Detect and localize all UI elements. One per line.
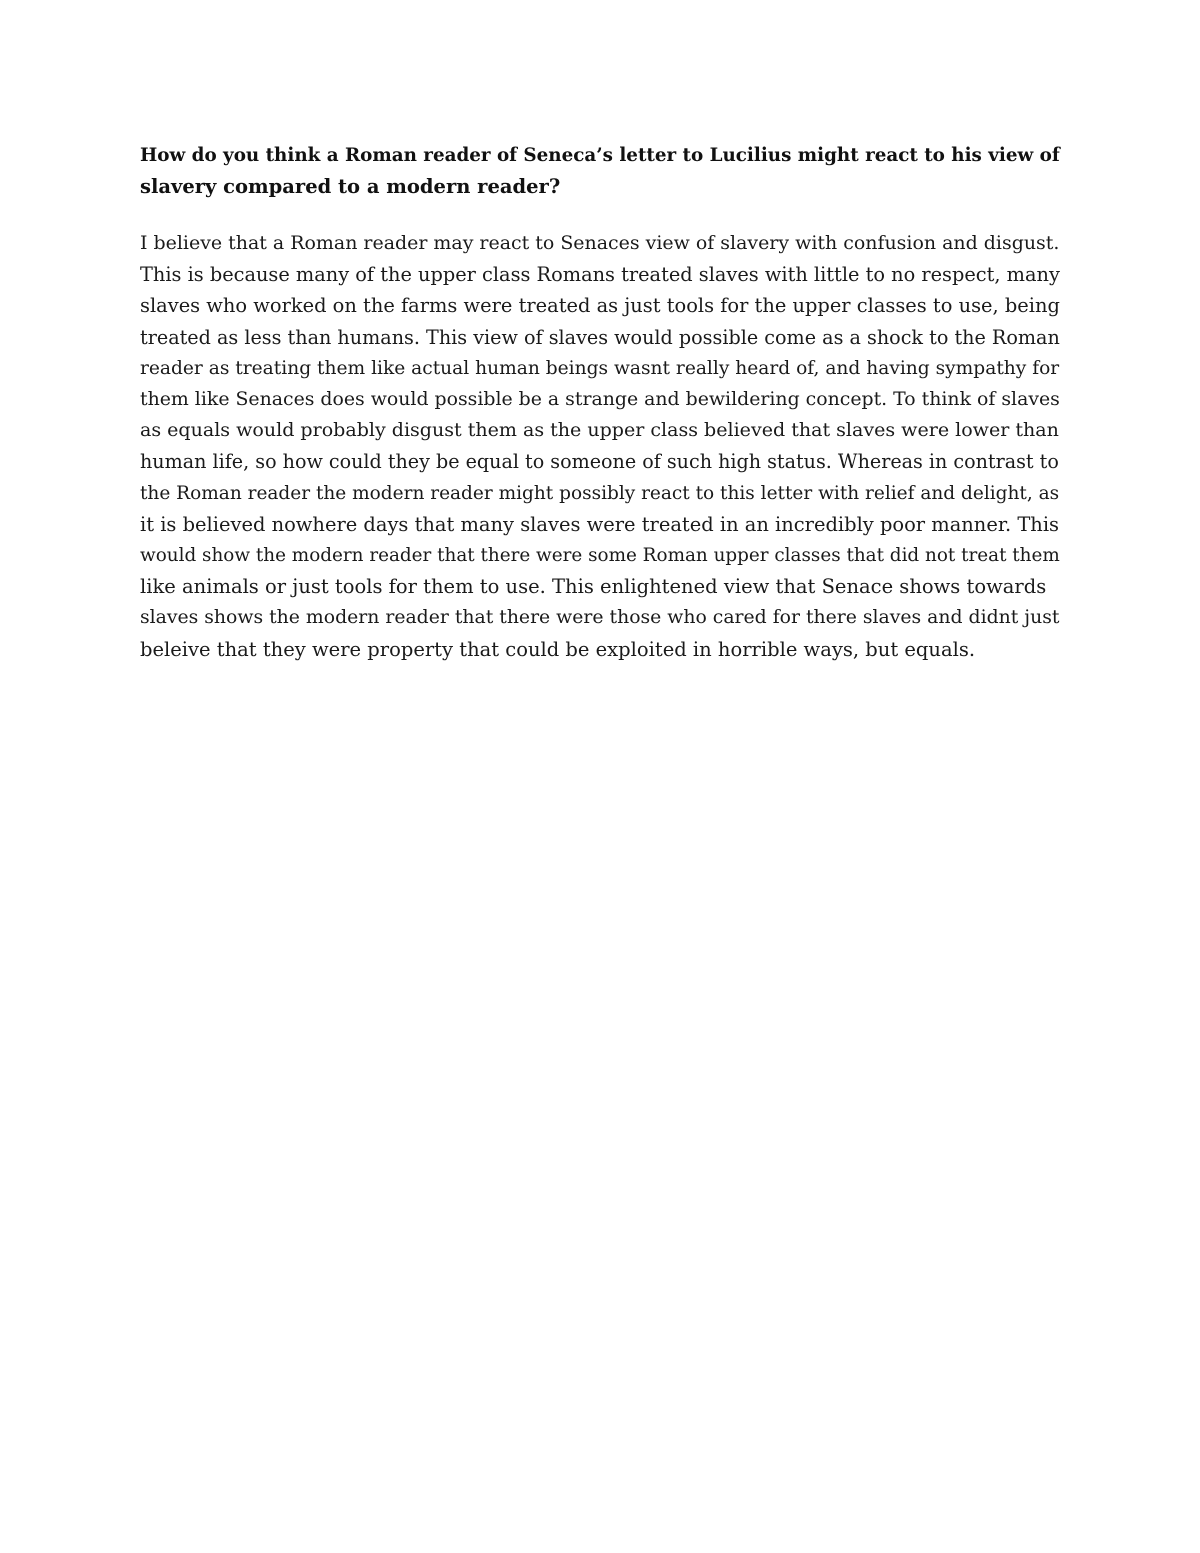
answer-line: This is because many of the upper class Romans treated slaves with little to no respect, many bbox=[140, 263, 1060, 287]
answer-paragraph bbox=[140, 228, 1060, 665]
answer-line: treated as less than humans. This view of slaves would possible come as a shock to the Roman bbox=[140, 325, 1060, 349]
answer-line: like animals or just tools for them to use. This enlightened view that Senace shows towards bbox=[140, 575, 1047, 599]
answer-line: reader as treating them like actual human beings wasnt really heard of, and having sympathy for bbox=[140, 357, 1060, 379]
question-heading bbox=[140, 140, 1060, 202]
answer-line: the Roman reader the modern reader might possibly react to this letter with relief and delight, as bbox=[140, 482, 1060, 504]
answer-line: slaves shows the modern reader that there were those who cared for there slaves and didnt just bbox=[140, 607, 1060, 629]
answer-line: slaves who worked on the farms were treated as just tools for the upper classes to use, being bbox=[140, 294, 1060, 318]
question-line: slavery compared to a modern reader? bbox=[140, 175, 561, 198]
answer-line: them like Senaces does would possible be a strange and bewildering concept. To think of slaves bbox=[140, 388, 1060, 411]
question-line: How do you think a Roman reader of Seneca’s letter to Lucilius might react to his view of bbox=[140, 145, 1060, 166]
document-body bbox=[140, 140, 1060, 665]
answer-line: human life, so how could they be equal to someone of such high status. Whereas in contrast to bbox=[140, 450, 1059, 474]
answer-line: it is believed nowhere days that many slaves were treated in an incredibly poor manner. This bbox=[140, 512, 1060, 536]
answer-line: I believe that a Roman reader may react to Senaces view of slavery with confusion and disgust. bbox=[140, 232, 1060, 254]
answer-line: would show the modern reader that there were some Roman upper classes that did not treat them bbox=[140, 545, 1060, 567]
answer-line: beleive that they were property that could be exploited in horrible ways, but equals. bbox=[140, 637, 976, 661]
answer-line: as equals would probably disgust them as the upper class believed that slaves were lower than bbox=[140, 419, 1059, 442]
